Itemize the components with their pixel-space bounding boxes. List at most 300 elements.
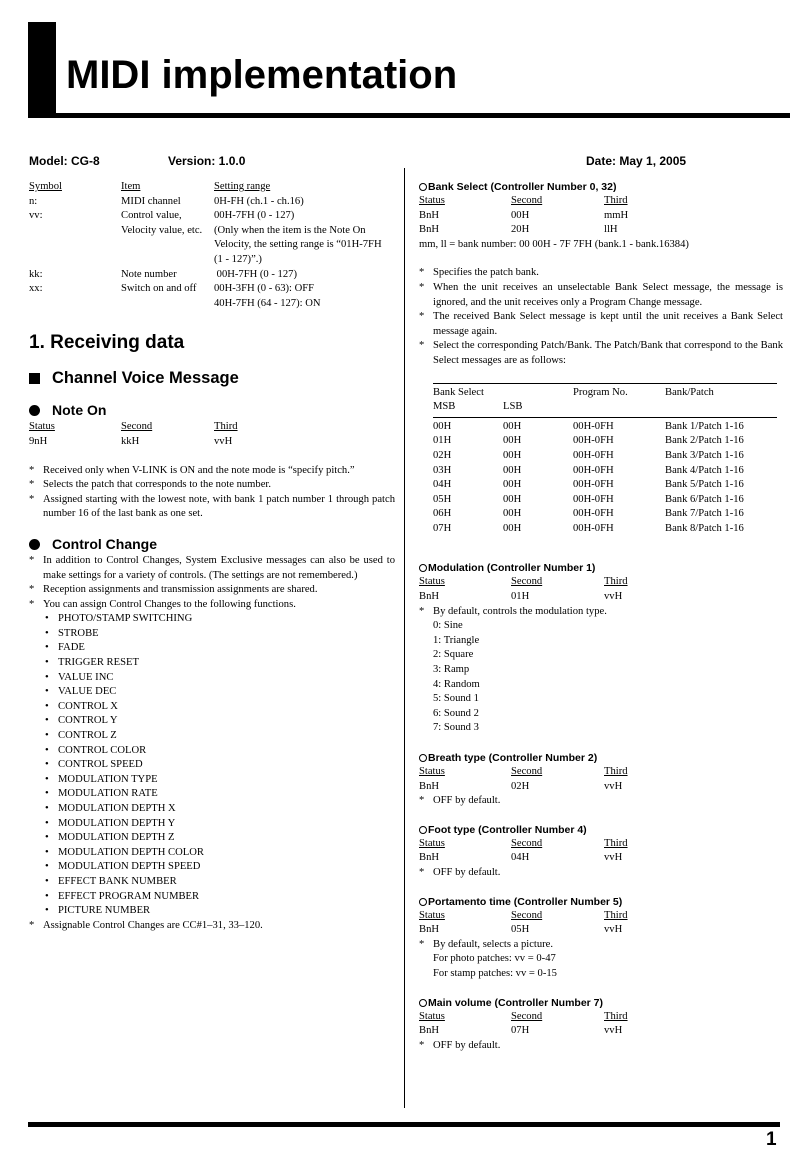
list-item [29,860,395,875]
version-label: Version: 1.0.0 [168,154,246,168]
ring-bullet-icon [419,564,427,572]
second-header: Second [511,195,543,206]
list-item [29,773,395,788]
status-value: BnH [419,209,440,221]
bullet-icon: • [45,788,49,800]
bullet-icon: • [45,700,49,712]
function-label: MODULATION TYPE [58,773,158,785]
table-row [433,478,777,493]
symbol-row [29,253,395,268]
table-cell: Bank 3/Patch 1-16 [665,449,744,461]
symbol-cell: kk: [29,268,43,280]
modulation-type: 2: Square [433,649,474,661]
header-item: Item [121,181,141,192]
table-cell: 00H [433,420,452,432]
control-change-heading [29,535,395,554]
list-item [29,612,395,627]
bullet-icon: • [45,817,49,829]
note-text: Reception assignments and transmission assignments are shared. [43,584,318,596]
bank-patch-col: Bank/Patch [665,386,714,398]
modulation-type: 1: Triangle [433,634,480,646]
table-cell: 04H [433,479,452,491]
function-label: STROBE [58,627,99,639]
bullet-icon: • [45,905,49,917]
function-label: VALUE INC [58,671,114,683]
main-volume-headers [419,1010,783,1025]
function-label: MODULATION DEPTH Y [58,817,176,829]
portamento-title: Portamento time (Controller Number 5) [428,895,623,908]
table-cell: 00H [503,420,522,432]
foot-headers [419,837,783,852]
symbol-row [29,238,395,253]
symbol-table-header [29,180,395,195]
range-cell: 40H-7FH (64 - 127): ON [214,297,321,309]
portamento-values [419,923,783,938]
modulation-note: By default, controls the modulation type. [433,605,607,617]
status-value: BnH [419,852,440,864]
list-item [29,598,395,613]
modulation-type: 4: Random [433,678,480,690]
list-item [29,641,395,656]
table-row [433,449,777,464]
square-bullet-icon [29,373,40,384]
table-cell: 00H [503,508,522,520]
breath-heading [419,751,783,765]
symbol-cell [29,253,121,268]
second-header: Second [511,576,543,588]
asterisk-icon: * [419,267,425,279]
table-row [433,507,777,522]
status-header: Status [419,909,445,921]
bullet-icon: • [45,773,49,785]
bullet-icon: • [45,730,49,742]
item-cell [121,253,214,268]
asterisk-icon: * [29,584,35,596]
list-item [419,281,783,310]
left-column [29,180,395,933]
list-item [29,493,395,522]
second-header: Second [511,837,543,849]
modulation-type: 5: Sound 1 [433,693,479,705]
function-label: MODULATION DEPTH SPEED [58,861,201,873]
list-item: * OFF by default. [419,1039,783,1054]
item-cell: MIDI channel [121,195,181,207]
table-cell: 00H-0FH [573,464,614,476]
third-header: Third [604,576,628,588]
table-cell: 07H [433,522,452,534]
table-cell: Bank 8/Patch 1-16 [665,522,744,534]
note-text: Assigned starting with the lowest note, with bank 1 patch number 1 through patch number 16 of the last bank as one set. [43,493,395,520]
symbol-cell [29,238,121,253]
bullet-icon: • [45,715,49,727]
third-header: Third [214,421,238,433]
list-item [29,758,395,773]
table-subheader-row [433,400,777,417]
note-text: Selects the patch that corresponds to the note number. [43,479,271,491]
item-cell [121,297,214,312]
table-cell: Bank 1/Patch 1-16 [665,420,744,432]
asterisk-icon: * [29,598,35,610]
function-label: PICTURE NUMBER [58,905,151,917]
list-item [419,266,783,281]
table-cell: Bank 2/Patch 1-16 [665,435,744,447]
asterisk-icon: * [29,479,35,491]
note-text: Select the corresponding Patch/Bank. The Patch/Bank that correspond to the Bank Select messages are as follows: [433,340,783,366]
second-value: 04H [511,852,530,864]
note-text: Received only when V-LINK is ON and the note mode is “specify pitch.” [43,464,355,476]
list-item [419,310,783,339]
function-label: CONTROL X [58,700,118,712]
bullet-icon: • [45,890,49,902]
lsb-col: LSB [503,401,523,413]
table-cell: Bank 7/Patch 1-16 [665,508,744,520]
table-cell: Bank 6/Patch 1-16 [665,493,744,505]
symbol-cell: vv: [29,210,43,222]
table-row [433,434,777,449]
function-label: CONTROL COLOR [58,744,147,756]
function-label: CONTROL SPEED [58,759,143,771]
section-title: 1. Receiving data [29,332,185,354]
bullet-icon: • [45,846,49,858]
range-cell: 00H-7FH (0 - 127) [214,210,295,222]
stamp-patches-range: For stamp patches: vv = 0-15 [433,967,557,979]
table-cell: 00H-0FH [573,435,614,447]
table-cell: 00H [503,493,522,505]
range-cell: 00H-7FH (0 - 127) [214,268,297,280]
portamento-heading [419,895,783,909]
table-cell: 00H-0FH [573,522,614,534]
table-cell: 00H-0FH [573,493,614,505]
list-item [29,554,395,583]
table-cell: 00H [503,449,522,461]
asterisk-icon: * [419,281,425,293]
circle-bullet-icon [29,405,40,416]
control-change-functions [29,612,395,918]
table-cell: 00H-0FH [573,508,614,520]
note-on-headers [29,420,395,435]
item-cell: Note number [121,268,177,280]
bullet-icon: • [45,832,49,844]
table-header-row [433,383,777,400]
table-cell: 00H [503,435,522,447]
second-value: 20H [511,224,530,236]
title-rule [28,113,790,118]
table-cell: 05H [433,493,452,505]
modulation-type: 7: Sound 3 [433,722,479,734]
status-value: BnH [419,1025,440,1037]
bank-number-formula: mm, ll = bank number: 00 00H - 7F 7FH (bank.1 - bank.16384) [419,238,689,250]
third-value: vvH [604,591,623,603]
third-header: Third [604,195,628,206]
header-setting-range: Setting range [214,181,271,192]
status-header: Status [419,576,445,588]
second-value: 07H [511,1025,530,1037]
asterisk-icon: * [419,311,425,323]
foot-values [419,851,783,866]
bullet-icon: • [45,875,49,887]
list-item: * OFF by default. [419,794,783,809]
assignable-note: Assignable Control Changes are CC#1–31, 33–120. [43,919,263,931]
function-label: CONTROL Z [58,730,117,742]
second-value: kkH [121,435,140,447]
range-cell: Velocity, the setting range is “01H-7FH [214,239,382,251]
breath-headers [419,765,783,780]
ring-bullet-icon [419,183,427,191]
breath-values [419,780,783,795]
list-item [29,700,395,715]
program-no-col: Program No. [573,386,628,398]
list-item [29,714,395,729]
list-item [29,787,395,802]
table-cell: 00H-0FH [573,449,614,461]
table-cell: 01H [433,435,452,447]
foot-title: Foot type (Controller Number 4) [428,823,587,836]
symbol-row [29,209,395,224]
second-value: 01H [511,591,530,603]
table-row [433,493,777,508]
foot-heading [419,823,783,837]
function-label: MODULATION DEPTH X [58,803,176,814]
footer-rule [28,1122,780,1127]
symbol-cell [29,297,121,312]
list-item [29,817,395,832]
asterisk-icon: * [29,464,35,476]
range-cell: (Only when the item is the Note On [214,224,366,236]
table-cell: 00H [503,522,522,534]
table-cell: 00H [503,479,522,491]
table-cell: 02H [433,449,452,461]
table-cell: 06H [433,508,452,520]
note-text: Specifies the patch bank. [433,267,539,279]
second-header: Second [511,766,543,777]
third-value: vvH [604,1025,623,1037]
symbol-cell: n: [29,195,38,207]
list-item [29,846,395,861]
third-value: llH [604,224,618,236]
list-item [29,729,395,744]
range-cell: 0H-FH (ch.1 - ch.16) [214,195,304,207]
range-cell: (1 - 127)”.) [214,253,262,265]
modulation-types [419,619,783,736]
third-header: Third [604,909,628,921]
note-text: When the unit receives an unselectable Bank Select message, the message is ignored, and the unit receives only a Program Change message. [433,281,783,308]
symbol-row [29,282,395,297]
table-cell: 00H [503,464,522,476]
list-item: * By default, controls the modulation type. [419,605,783,620]
symbol-row [29,224,395,239]
modulation-headers [419,575,783,590]
modulation-type: 6: Sound 2 [433,707,479,719]
status-header: Status [419,195,445,206]
modulation-type: 3: Ramp [433,664,470,676]
list-item [29,583,395,598]
portamento-headers [419,909,783,924]
status-header: Status [419,837,445,849]
second-value: 02H [511,780,530,792]
list-item [29,656,395,671]
ring-bullet-icon [419,898,427,906]
asterisk-icon: * [29,554,35,566]
bullet-icon: • [45,744,49,756]
date-label: Date: May 1, 2005 [586,154,687,168]
bank-patch-table [433,383,777,537]
function-label: CONTROL Y [58,715,118,727]
table-cell: 00H-0FH [573,479,614,491]
second-value: 00H [511,209,530,221]
list-item [29,671,395,686]
note-on-heading [29,401,395,420]
page-title: MIDI implementation [66,53,458,97]
msb-col: MSB [433,401,456,413]
bank-select-notes [419,266,783,368]
bullet-icon: • [45,686,49,698]
list-item: * By default, selects a picture. [419,938,783,953]
table-row [433,464,777,479]
third-header: Third [604,766,628,777]
note-on-notes [29,464,395,522]
status-value: BnH [419,924,440,936]
modulation-heading [419,561,783,575]
bullet-icon: • [45,671,49,683]
main-volume-note: OFF by default. [433,1039,501,1051]
foot-note: OFF by default. [433,866,501,878]
page-number: 1 [766,1129,777,1150]
title-bar-block [28,22,56,117]
bank-select-row [419,209,783,224]
function-label: MODULATION DEPTH COLOR [58,846,204,858]
third-value: mmH [604,209,629,221]
bullet-icon: • [45,803,49,814]
note-text: The received Bank Select message is kept until the unit receives a Bank Select message again. [433,311,783,337]
asterisk-icon: * [29,493,35,505]
circle-bullet-icon [29,539,40,550]
list-item [419,339,783,368]
ring-bullet-icon [419,826,427,834]
status-header: Status [29,421,55,433]
list-item [29,478,395,493]
symbol-cell [29,224,121,239]
symbol-table [29,180,395,311]
ring-bullet-icon [419,754,427,762]
note-on-title: Note On [52,402,107,419]
bank-select-col: Bank Select [433,386,484,398]
function-label: EFFECT PROGRAM NUMBER [58,890,200,902]
function-label: EFFECT BANK NUMBER [58,875,177,887]
second-header: Second [121,421,153,433]
second-header: Second [511,1010,543,1022]
table-cell: 03H [433,464,452,476]
main-volume-heading [419,996,783,1010]
third-header: Third [604,1010,628,1022]
control-change-title: Control Change [52,535,157,552]
column-divider [404,168,405,1108]
photo-patches-range: For photo patches: vv = 0-47 [433,953,556,965]
status-value: BnH [419,780,440,792]
note-text: You can assign Control Changes to the following functions. [43,598,296,610]
modulation-title: Modulation (Controller Number 1) [428,562,596,575]
symbol-row [29,195,395,210]
list-item: * Assignable Control Changes are CC#1–31, 33–120. [29,919,395,934]
list-item [29,875,395,890]
function-label: PHOTO/STAMP SWITCHING [58,613,193,625]
list-item [29,802,395,817]
channel-voice-heading [29,367,395,389]
table-cell: 00H-0FH [573,420,614,432]
third-header: Third [604,837,628,849]
bullet-icon: • [45,861,49,873]
status-value: BnH [419,224,440,236]
function-label: TRIGGER RESET [58,657,139,669]
status-value: BnH [419,591,440,603]
bullet-icon: • [45,642,49,654]
range-cell: 00H-3FH (0 - 63): OFF [214,283,315,295]
main-volume-title: Main volume (Controller Number 7) [428,996,604,1009]
list-item [29,685,395,700]
ring-bullet-icon [419,999,427,1007]
list-item [29,904,395,919]
status-header: Status [419,1010,445,1022]
symbol-rows [29,195,395,312]
table-row [433,522,777,537]
third-value: vvH [604,780,623,792]
status-value: 9nH [29,435,48,447]
bullet-icon: • [45,759,49,771]
main-volume-values [419,1024,783,1039]
bank-select-heading [419,180,783,194]
bullet-icon: • [45,613,49,625]
list-item [29,627,395,642]
bank-select-row [419,223,783,238]
right-column [419,180,783,1053]
third-value: vvH [214,435,233,447]
symbol-cell: xx: [29,283,43,295]
bank-select-title: Bank Select (Controller Number 0, 32) [428,181,617,193]
second-header: Second [511,909,543,921]
control-change-notes [29,554,395,612]
symbol-row [29,268,395,283]
list-item [29,464,395,479]
list-item [29,744,395,759]
second-value: 05H [511,924,530,936]
status-header: Status [419,766,445,777]
breath-title: Breath type (Controller Number 2) [428,752,598,764]
function-label: VALUE DEC [58,686,117,698]
list-item [29,831,395,846]
function-label: MODULATION DEPTH Z [58,832,175,844]
table-row [433,417,777,434]
third-value: vvH [604,924,623,936]
item-cell: Velocity value, etc. [121,224,203,236]
asterisk-icon: * [419,340,425,352]
breath-note: OFF by default. [433,795,501,807]
modulation-values [419,590,783,605]
third-value: vvH [604,852,623,864]
channel-voice-title: Channel Voice Message [52,369,239,388]
header-symbol: Symbol [29,181,62,192]
note-text: In addition to Control Changes, System Exclusive messages can also be used to make settings for a variety of controls. (The settings are not remembered.) [43,554,395,581]
note-on-values [29,435,395,450]
portamento-note: By default, selects a picture. [433,938,554,950]
bullet-icon: • [45,627,49,639]
list-item: * OFF by default. [419,866,783,881]
table-cell: Bank 4/Patch 1-16 [665,464,744,476]
modulation-type: 0: Sine [433,620,463,632]
list-item [29,890,395,905]
item-cell: Control value, [121,210,182,222]
item-cell [121,238,214,253]
function-label: FADE [58,642,85,654]
bullet-icon: • [45,657,49,669]
